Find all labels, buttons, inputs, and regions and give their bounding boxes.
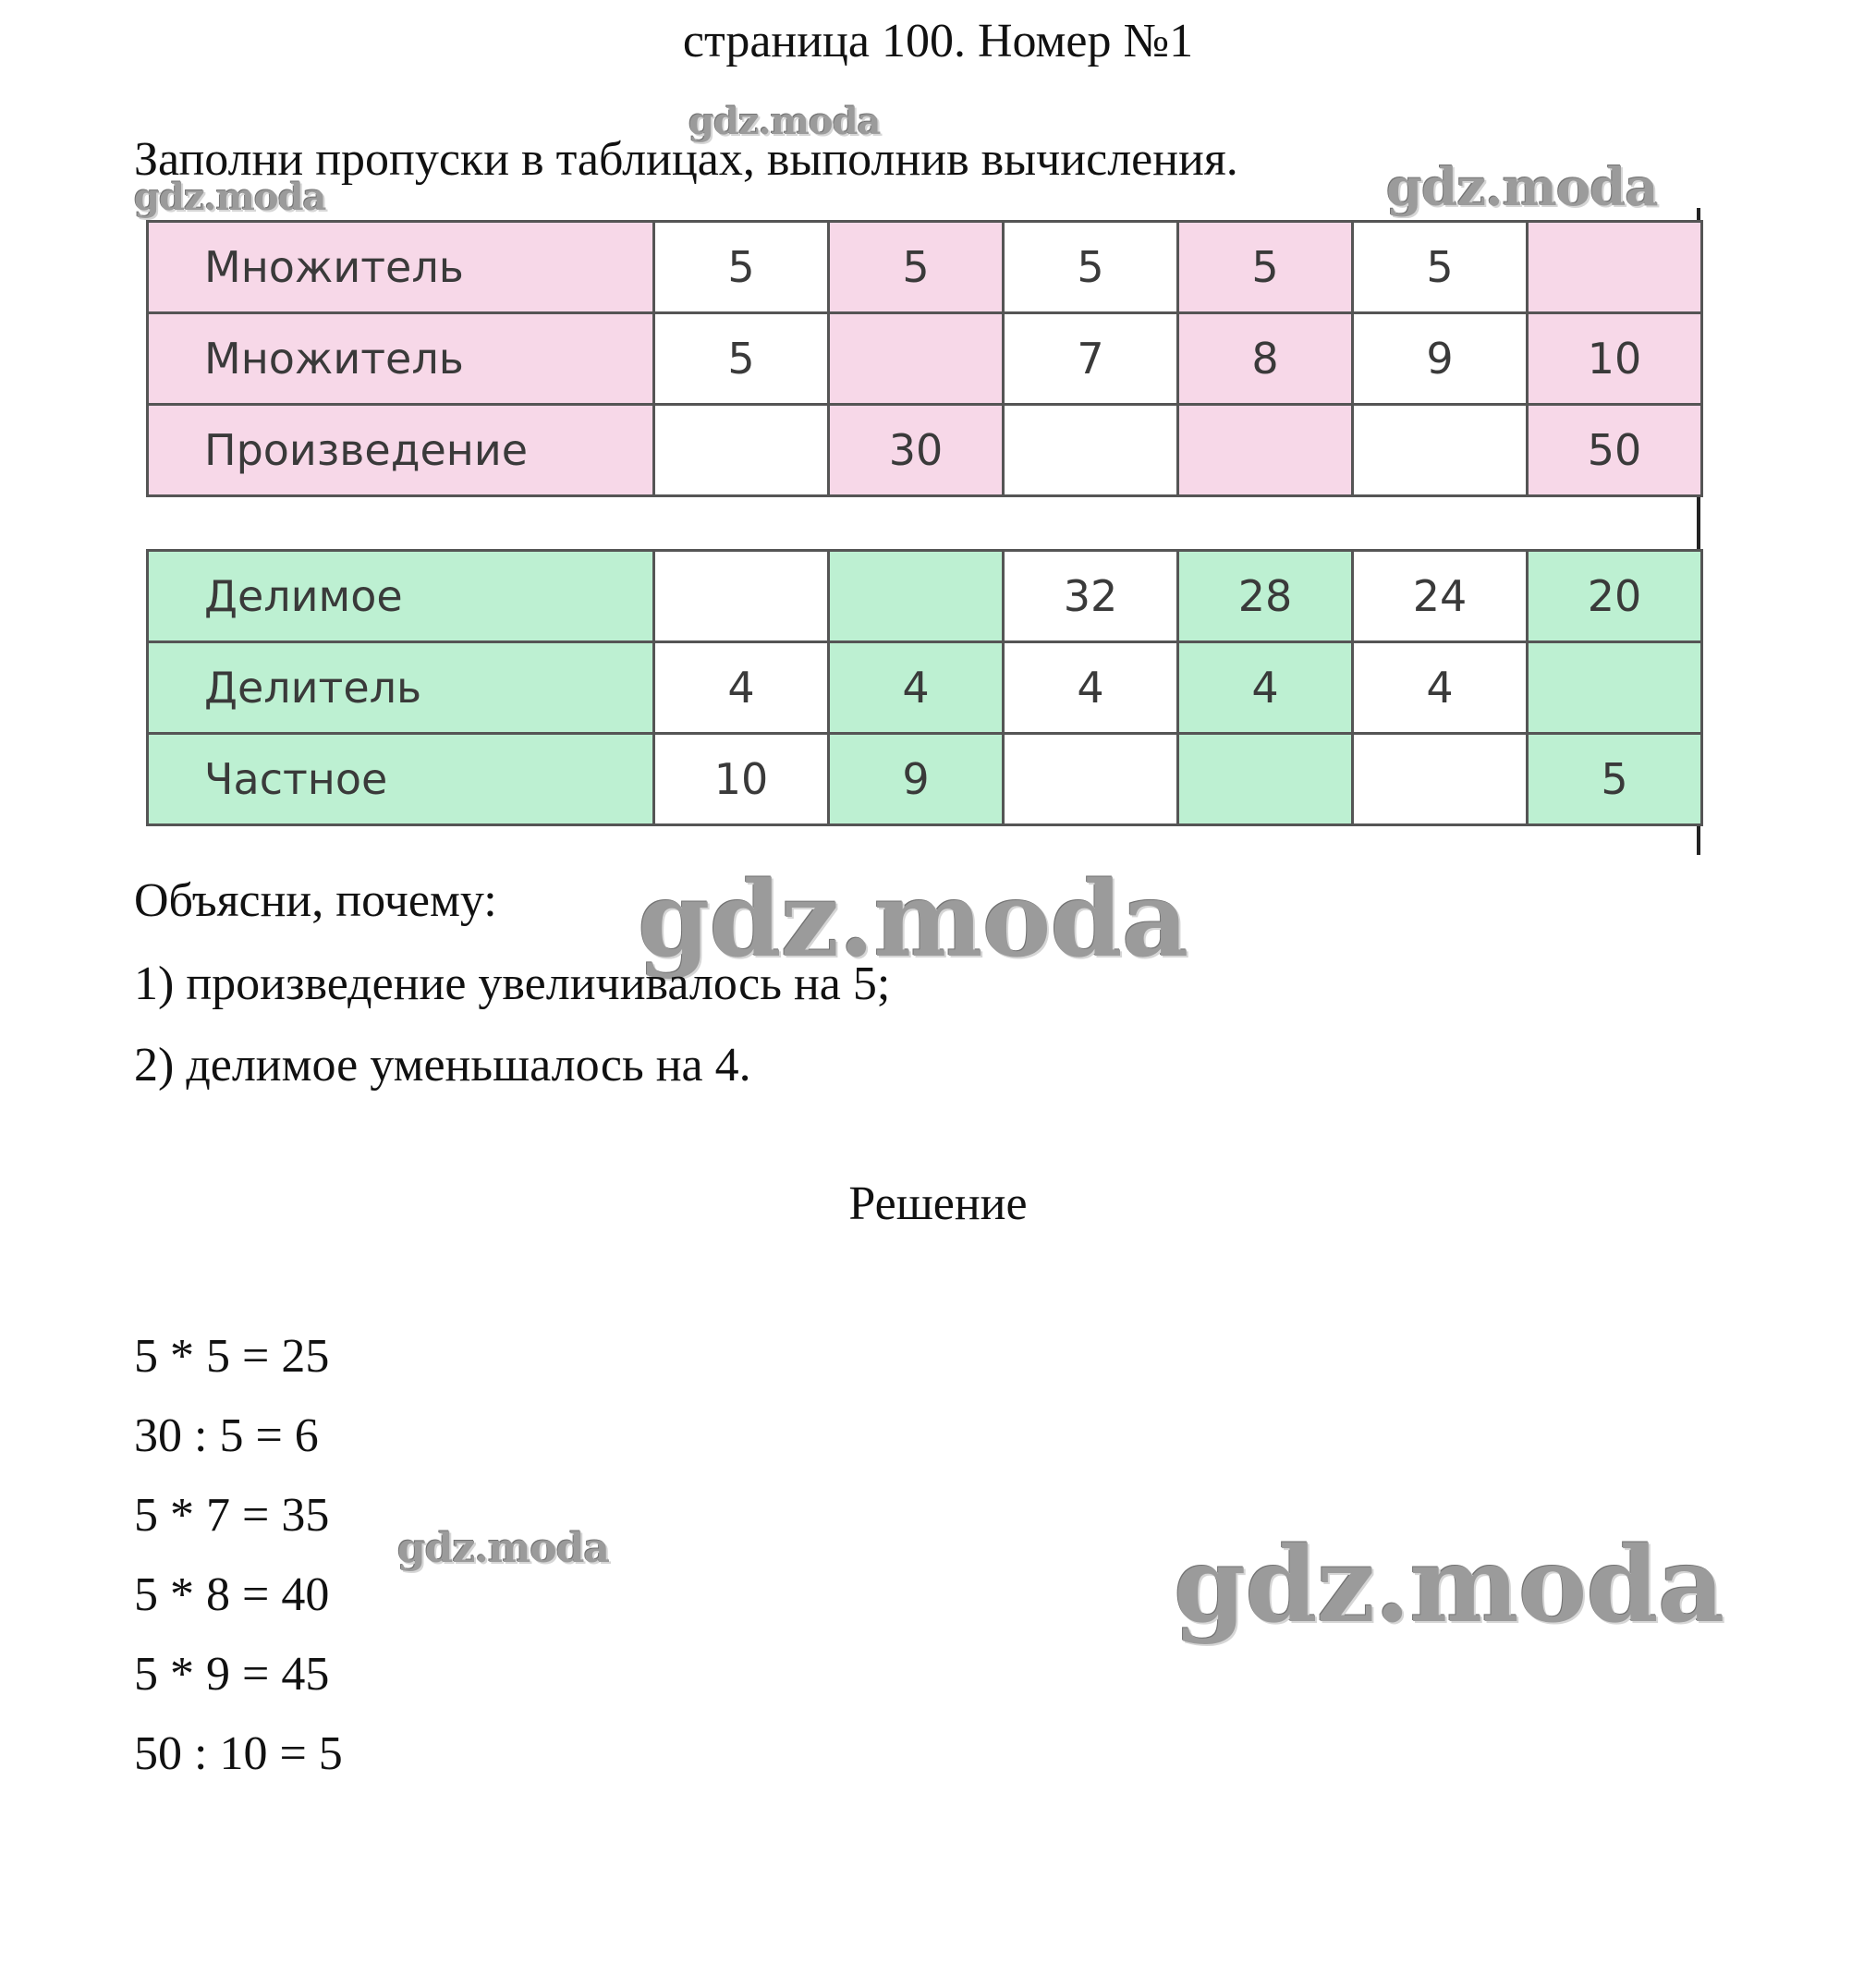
table-cell: 5 — [654, 313, 829, 405]
table-cell: 4 — [829, 642, 1004, 734]
task-text: Заполни пропуски в таблицах, выполнив вычисления. — [134, 133, 1238, 186]
table-cell — [829, 551, 1004, 642]
table-cell: 9 — [829, 734, 1004, 825]
table-cell: 7 — [1004, 313, 1178, 405]
table-cell: 5 — [1353, 222, 1528, 313]
row-label: Произведение — [148, 405, 654, 496]
table-cell: 10 — [1528, 313, 1702, 405]
table-row — [148, 222, 1702, 313]
solution-line: 5 * 8 = 40 — [134, 1568, 330, 1621]
table-cell — [654, 551, 829, 642]
watermark: gdz.moda — [638, 860, 1188, 981]
solution-lines — [134, 1317, 343, 1794]
table-cell — [1353, 734, 1528, 825]
table-cell: 10 — [654, 734, 829, 825]
explain-title: Объясни, почему: — [134, 874, 497, 927]
watermark: gdz.moda — [134, 176, 326, 219]
table-cell: 5 — [1004, 222, 1178, 313]
table-cell — [1178, 734, 1353, 825]
table-cell: 4 — [654, 642, 829, 734]
table-cell: 20 — [1528, 551, 1702, 642]
table-cell — [654, 405, 829, 496]
table-cell — [1178, 405, 1353, 496]
solution-line: 5 * 9 = 45 — [134, 1648, 330, 1701]
watermark: gdz.moda — [1386, 157, 1658, 218]
multiplication-table — [146, 220, 1703, 497]
watermark: gdz.moda — [688, 100, 881, 143]
row-label: Делитель — [148, 642, 654, 734]
page-title: страница 100. Номер №1 — [682, 15, 1194, 67]
table-cell: 5 — [829, 222, 1004, 313]
watermark: gdz.moda — [397, 1525, 610, 1572]
table-cell: 5 — [654, 222, 829, 313]
table-cell: 4 — [1353, 642, 1528, 734]
table-cell: 5 — [1528, 734, 1702, 825]
solution-line: 5 * 7 = 35 — [134, 1489, 330, 1542]
table-row — [148, 405, 1702, 496]
table-cell: 24 — [1353, 551, 1528, 642]
table-row — [148, 551, 1702, 642]
table-row — [148, 313, 1702, 405]
table-cell — [1528, 222, 1702, 313]
table-cell — [1004, 734, 1178, 825]
table-cell: 30 — [829, 405, 1004, 496]
table-cell: 8 — [1178, 313, 1353, 405]
table-cell — [1528, 642, 1702, 734]
table-cell — [1353, 405, 1528, 496]
table-row — [148, 734, 1702, 825]
solution-line: 50 : 10 = 5 — [134, 1727, 343, 1780]
table-cell: 4 — [1178, 642, 1353, 734]
table-cell: 4 — [1004, 642, 1178, 734]
table-cell: 5 — [1178, 222, 1353, 313]
explain-item: 2) делимое уменьшалось на 4. — [134, 1039, 751, 1092]
table-row — [148, 642, 1702, 734]
division-table — [146, 549, 1703, 826]
table-cell — [829, 313, 1004, 405]
row-label: Множитель — [148, 313, 654, 405]
solution-line: 5 * 5 = 25 — [134, 1330, 330, 1383]
row-label: Множитель — [148, 222, 654, 313]
table-cell — [1004, 405, 1178, 496]
watermark: gdz.moda — [1174, 1525, 1724, 1646]
explain-item: 1) произведение увеличивалось на 5; — [134, 958, 891, 1010]
row-label: Делимое — [148, 551, 654, 642]
row-label: Частное — [148, 734, 654, 825]
solution-heading: Решение — [848, 1177, 1028, 1230]
table-cell: 50 — [1528, 405, 1702, 496]
table-cell: 28 — [1178, 551, 1353, 642]
table-cell: 9 — [1353, 313, 1528, 405]
solution-line: 30 : 5 = 6 — [134, 1409, 319, 1462]
table-cell: 32 — [1004, 551, 1178, 642]
